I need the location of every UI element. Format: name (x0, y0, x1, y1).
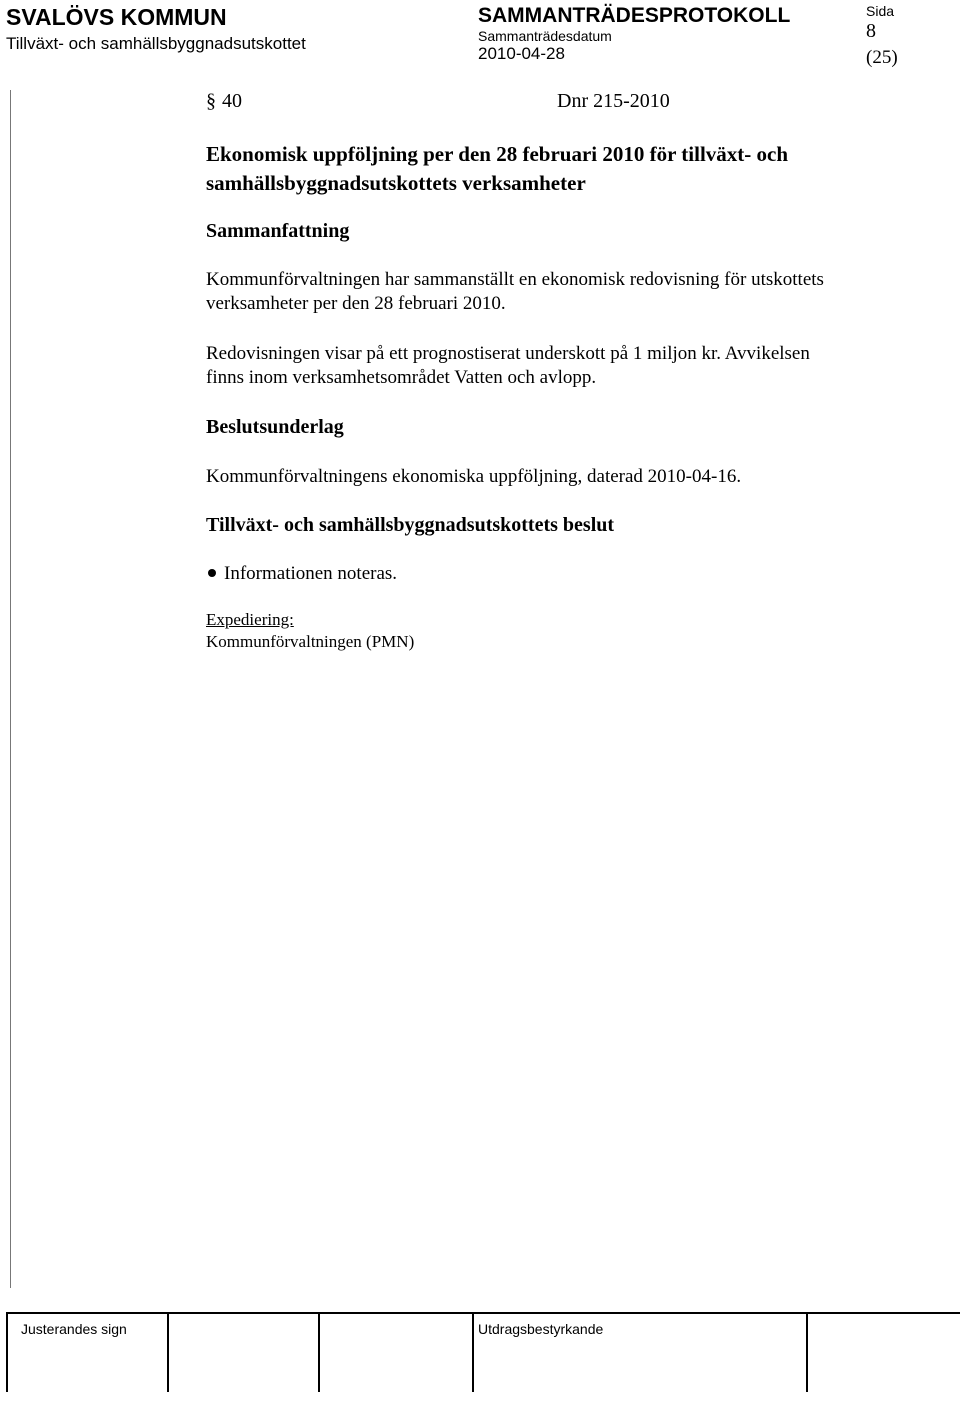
paragraph-line: finns inom verksamhetsområdet Vatten och avlopp. (206, 367, 597, 388)
footer-sign-label: Justerandes sign (21, 1321, 127, 1337)
footer-extract-label: Utdragsbestyrkande (478, 1321, 604, 1337)
decision-list-item (206, 562, 397, 586)
footer-cell-border (472, 1312, 474, 1392)
department-name: Tillväxt- och samhällsbyggnadsutskottet (6, 34, 306, 53)
footer-cell-border (318, 1312, 320, 1392)
paragraph-line: Redovisningen visar på ett prognostiserat underskott på 1 miljon kr. Avvikelsen (206, 343, 810, 364)
footer-cell-border (806, 1312, 808, 1392)
paragraph-line: verksamheter per den 28 februari 2010. (206, 293, 506, 314)
decision-text: Informationen noteras. (224, 563, 398, 584)
document-type: SAMMANTRÄDESPROTOKOLL (478, 4, 791, 27)
paragraph-line: Kommunförvaltningen har sammanställt en ekonomisk redovisning för utskottets (206, 269, 824, 290)
summary-paragraph (206, 268, 824, 316)
page-label: Sida (866, 3, 895, 19)
summary-heading: Sammanfattning (206, 220, 350, 242)
page-number: 8 (866, 20, 876, 42)
basis-heading: Beslutsunderlag (206, 416, 344, 438)
meeting-date-label: Sammanträdesdatum (478, 28, 612, 44)
diary-number: Dnr 215-2010 (557, 90, 670, 112)
margin-rule (10, 90, 11, 1288)
item-title-line: samhällsbyggnadsutskottets verksamheter (206, 171, 586, 195)
item-title (206, 140, 788, 198)
dispatch-recipient: Kommunförvaltningen (PMN) (206, 632, 415, 651)
footer-divider (6, 1312, 960, 1314)
footer-cell-border (6, 1312, 8, 1392)
item-title-line: Ekonomisk uppföljning per den 28 februari 2010 för tillväxt- och (206, 142, 789, 166)
section-symbol: § (206, 90, 216, 112)
footer-cell-border (167, 1312, 169, 1392)
decision-heading: Tillväxt- och samhällsbyggnadsutskottets beslut (206, 514, 615, 536)
meeting-date: 2010-04-28 (478, 44, 565, 63)
page-total: (25) (866, 47, 898, 68)
summary-paragraph (206, 342, 810, 390)
basis-text: Kommunförvaltningens ekonomiska uppföljning, daterad 2010-04-16. (206, 466, 742, 487)
bullet-icon (208, 569, 216, 577)
section-number: 40 (222, 90, 242, 112)
organization-name: SVALÖVS KOMMUN (6, 4, 227, 30)
dispatch-label: Expediering: (206, 610, 294, 629)
